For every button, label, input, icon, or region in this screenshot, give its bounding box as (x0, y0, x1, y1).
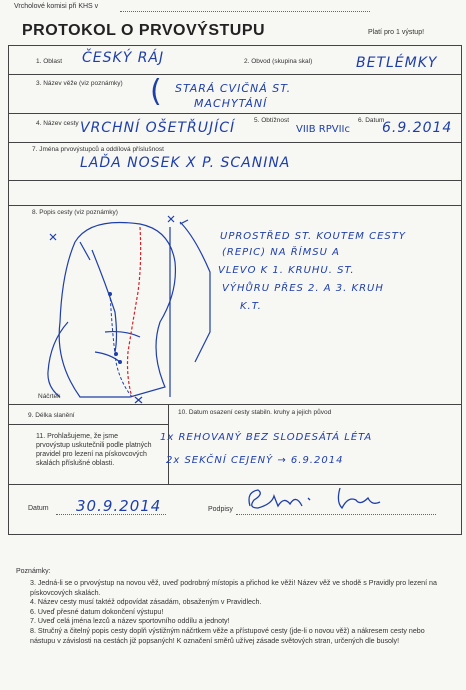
field-3-value-1: STARÁ CVIČNÁ ST. (175, 82, 292, 95)
route-line-4: VÝHŮRU PŘES 2. A 3. KRUH (222, 283, 384, 294)
route-sketch (20, 212, 220, 407)
field-3-label: 3. Název věže (viz poznámky) (36, 80, 123, 87)
field-8-label: 8. Popis cesty (viz poznámky) (32, 209, 118, 216)
sketch-label: Náčrtek (38, 393, 61, 400)
field-10-line-2: 2x SEKČNÍ CEJENÝ → 6.9.2014 (166, 455, 344, 466)
note-4: 4. Název cesty musí taktéž odpovídat zásadám, obsaženým v Pravidlech. (30, 598, 262, 607)
committee-line (120, 11, 370, 12)
field-4-label: 4. Název cesty (36, 120, 79, 127)
field-10-label: 10. Datum osazení cesty stabiln. kruhy a jejich původ (178, 409, 332, 416)
note-8: 8. Stručný a čitelný popis cesty doplň výstižným náčrtkem věže a přístupové cesty (jde-li o novou věž) a nákresem cesty nebo nástupu v závislosti na cestách již popsaných! K označení směrů užívej zásade světových stran, určených dle busoly! (30, 626, 425, 645)
signatures-label: Podpisy (208, 506, 233, 513)
field-5-value: VIIB RPVIIc (296, 124, 350, 135)
form-title: PROTOKOL O PRVOVÝSTUPU (22, 22, 266, 39)
field-7-label: 7. Jména prvovýstupců a oddílová příslušnost (32, 146, 164, 153)
note-3: 3. Jedná-li se o prvovýstup na novou věž, uveď podrobný místopis a přichod ke věži! Název věž ve shodě s Pravidly pro lezení na pískovcových skalách. (30, 579, 437, 597)
committee-label: Vrcholové komisi při KHS v (14, 3, 99, 10)
signatures (244, 484, 384, 516)
note-7: 7. Uveď celá jména lezců a název sportovního oddílu a jednoty! (30, 617, 230, 626)
field-7-value: LAĎA NOSEK X P. SCANINA (80, 155, 291, 171)
field-1-value: ČESKÝ RÁJ (82, 50, 165, 66)
field-4-value: VRCHNÍ OŠETŘUJÍCÍ (80, 120, 236, 136)
notes-heading: Poznámky: (16, 568, 51, 575)
validity-note: Platí pro 1 výstup! (368, 29, 425, 36)
field-2-label: 2. Obvod (skupina skal) (244, 58, 313, 65)
field-6-value: 6.9.2014 (382, 120, 453, 136)
notes-list (30, 579, 448, 646)
field-6-label: 6. Datum (358, 117, 385, 124)
field-3-bracket: ( (150, 74, 163, 109)
declaration-text: 11. Prohlašujeme, že jsme prvovýstup uskutečnili podle platných pravidel pro lezení na pískovcových skalách příslušné oblasti. (36, 433, 152, 467)
route-line-3: VLEVO K 1. KRUHU. ST. (218, 265, 355, 276)
field-10-line-1: 1x REHOVANÝ BEZ SLODESÁTÁ LÉTA (160, 432, 373, 443)
route-line-2: (REPIC) NA ŘÍMSU A (222, 247, 340, 258)
route-line-5: K.T. (240, 301, 262, 312)
note-6: 6. Uveď přesné datum dokončení výstupu! (30, 607, 164, 616)
route-line-1: UPROSTŘED ST. KOUTEM CESTY (220, 231, 406, 242)
date-value: 30.9.2014 (76, 497, 162, 515)
field-9-label: 9. Délka slanění (28, 412, 75, 419)
date-label: Datum (28, 505, 49, 512)
field-2-value: BETLÉMKY (356, 55, 438, 71)
field-5-label: 5. Obtížnost (254, 117, 290, 124)
field-1-label: 1. Oblast (36, 58, 63, 65)
field-3-value-2: MACHYTÁNÍ (194, 97, 268, 110)
